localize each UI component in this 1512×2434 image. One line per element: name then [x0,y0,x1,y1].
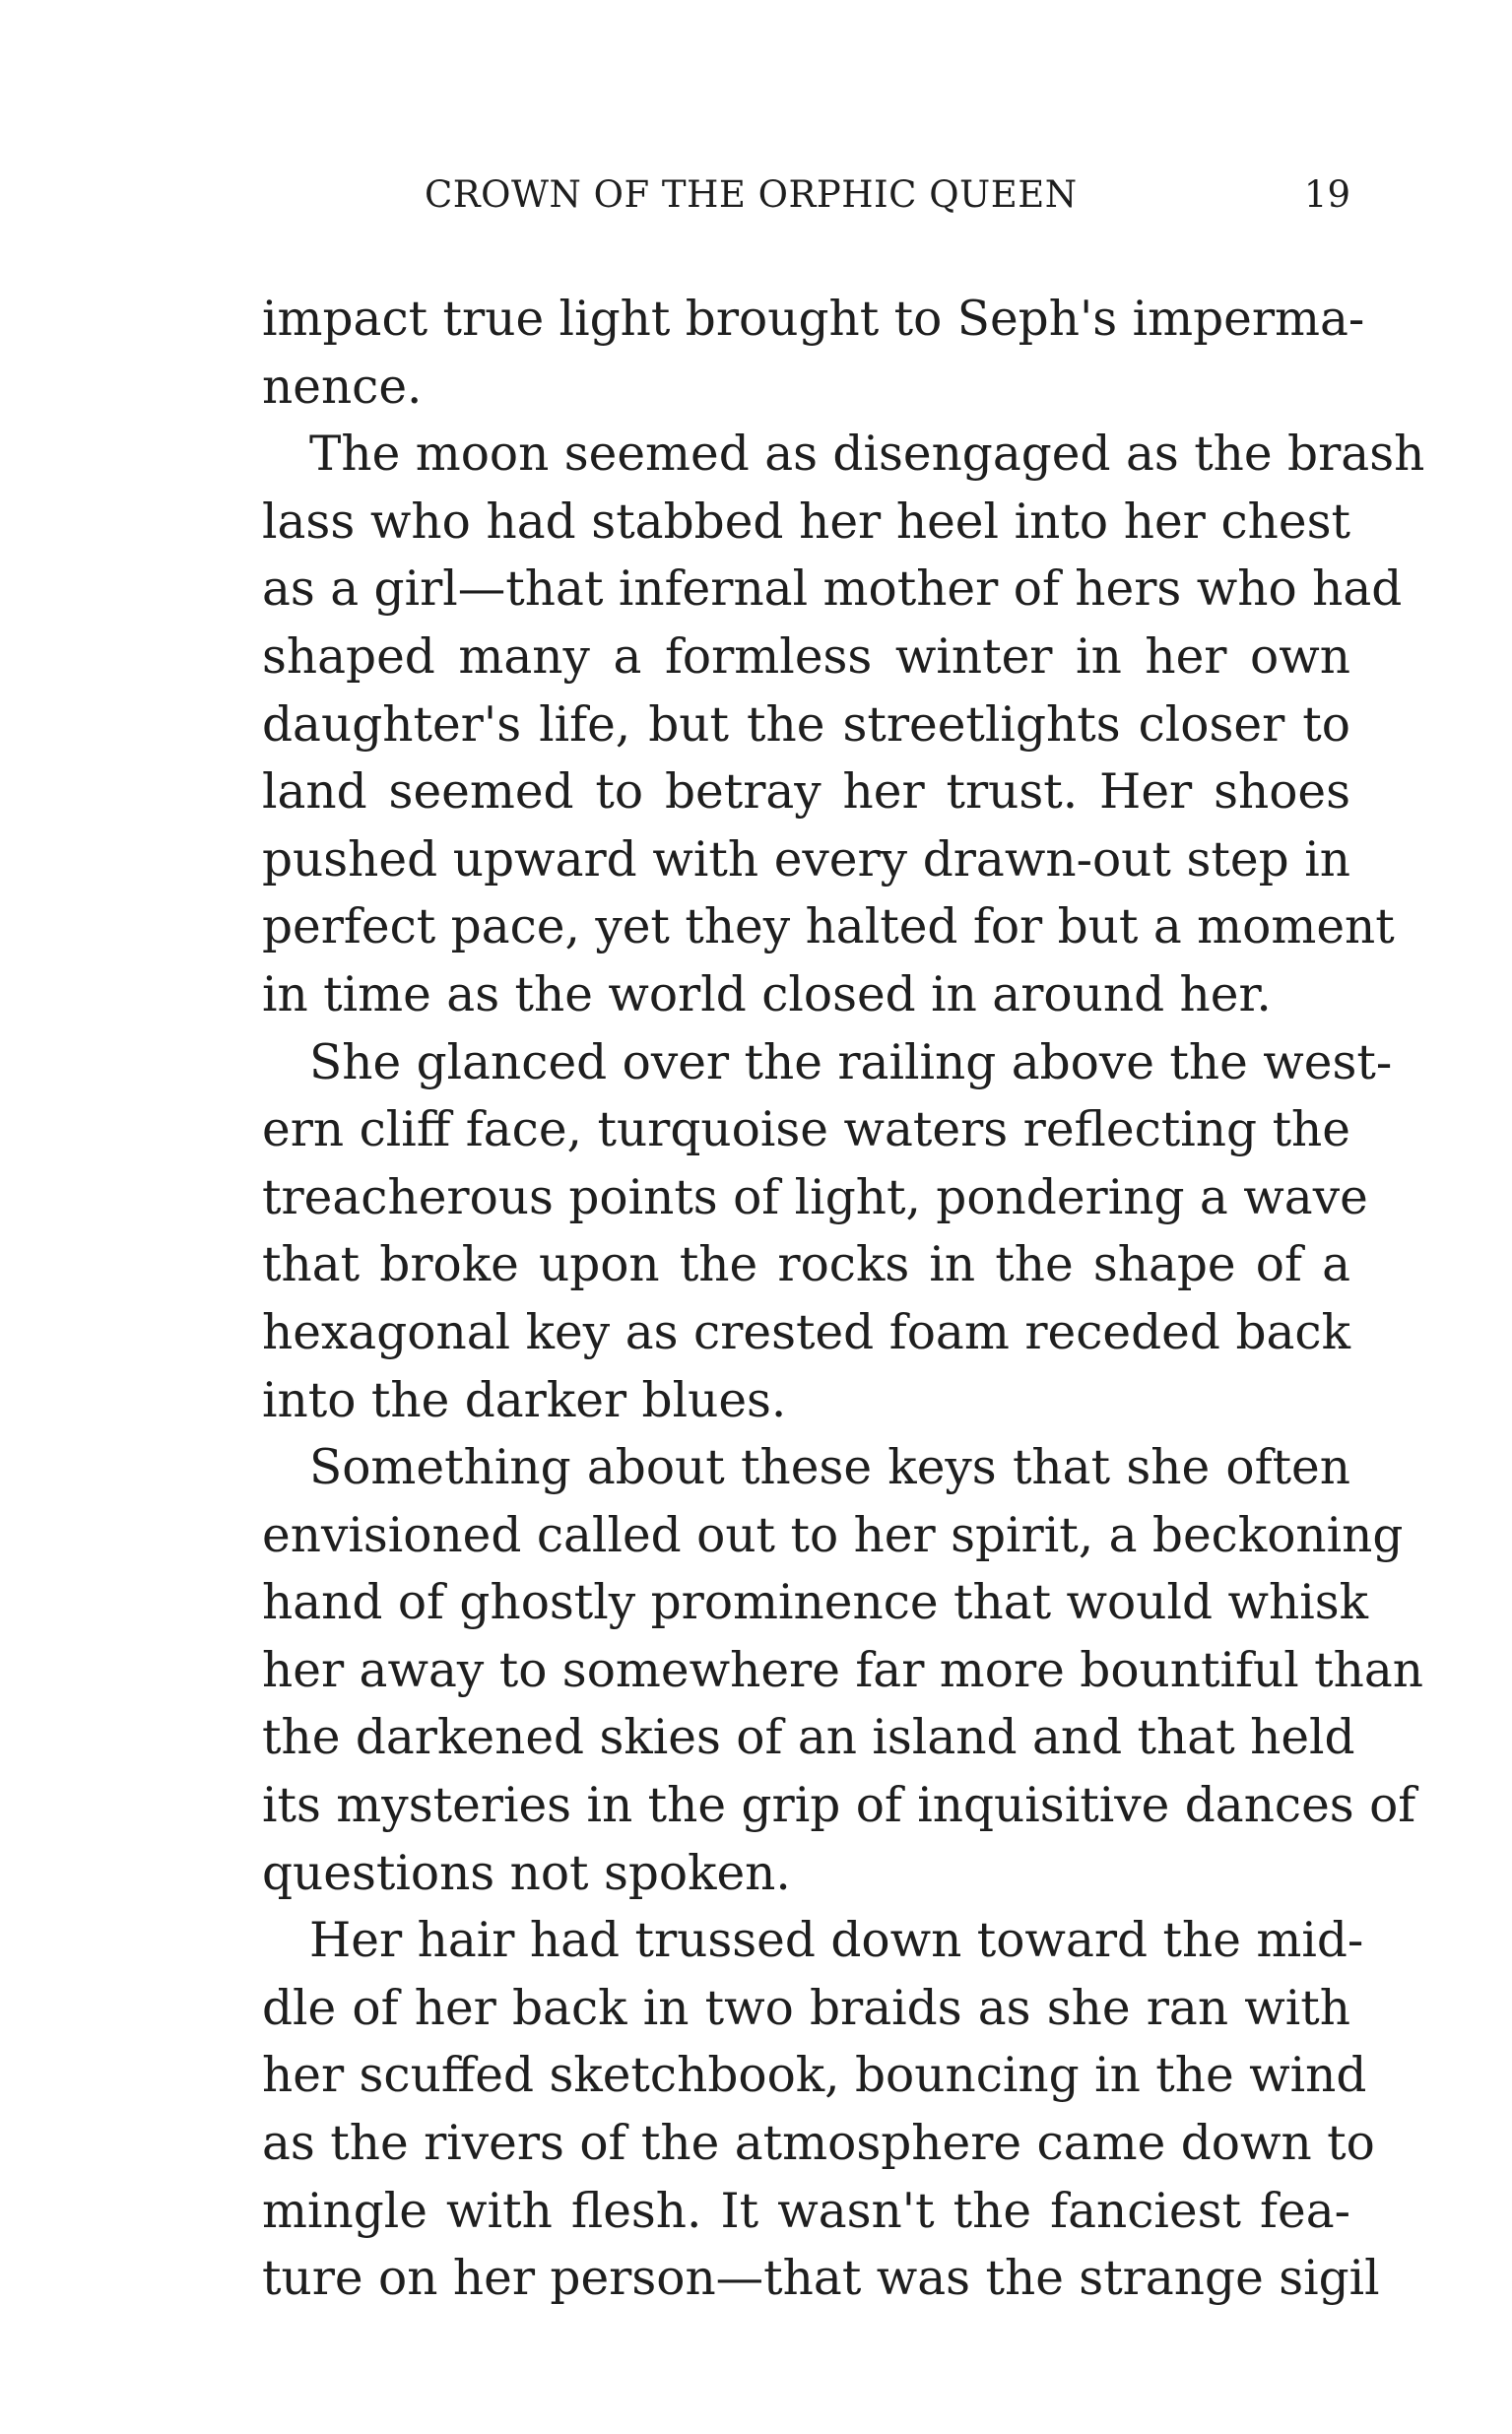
text-line: The moon seemed as disengaged as the brash [309,427,1425,483]
text-line: her away to somewhere far more bountiful than [262,1642,1424,1698]
page-number: 19 [1303,173,1350,216]
text-line: lass who had stabbed her heel into her chest [262,493,1350,550]
text-line: impact true light brought to Seph's imperma- [262,292,1365,347]
text-line: questions not spoken. [262,1845,791,1901]
text-line: land seemed to betray her trust. Her shoes [262,764,1350,821]
text-line: Something about these keys that she often [309,1440,1350,1496]
text-line: into the darker blues. [262,1372,787,1428]
text-line: that broke upon the rocks in the shape of a [262,1237,1350,1293]
text-line: pushed upward with every drawn-out step in [262,831,1350,888]
text-line: She glanced over the railing above the west- [309,1034,1393,1090]
body-text [262,286,1425,2313]
text-line: as a girl—that infernal mother of hers who had [262,561,1403,618]
text-line: its mysteries in the grip of inquisitive dances of [262,1778,1416,1834]
text-line: as the rivers of the atmosphere came down to [262,2116,1375,2172]
text-line: mingle with flesh. It wasn't the fanciest fea- [262,2183,1350,2239]
text-line: treacherous points of light, pondering a wave [262,1169,1368,1225]
text-line: hexagonal key as crested foam receded back [262,1304,1350,1360]
text-line: envisioned called out to her spirit, a beckoning [262,1507,1404,1563]
text-line: her scuffed sketchbook, bouncing in the wind [262,2048,1367,2104]
text-line: daughter's life, but the streetlights closer to [262,696,1350,753]
running-head [262,165,1350,225]
text-line: the darkened skies of an island and that held [262,1710,1355,1766]
text-line: Her hair had trussed down toward the mid- [309,1913,1364,1969]
text-line: shaped many a formless winter in her own [262,628,1350,685]
text-line: dle of her back in two braids as she ran with [262,1980,1350,2036]
text-line: perfect pace, yet they halted for but a moment [262,899,1395,955]
text-line: hand of ghostly prominence that would whisk [262,1575,1369,1631]
text-line: in time as the world closed in around her. [262,966,1272,1022]
text-line: ern cliff face, turquoise waters reflecting the [262,1102,1350,1158]
text-line: nence. [262,359,423,415]
running-head-title: CROWN OF THE ORPHIC QUEEN [425,173,1078,216]
text-line: ture on her person—that was the strange sigil [262,2251,1380,2307]
